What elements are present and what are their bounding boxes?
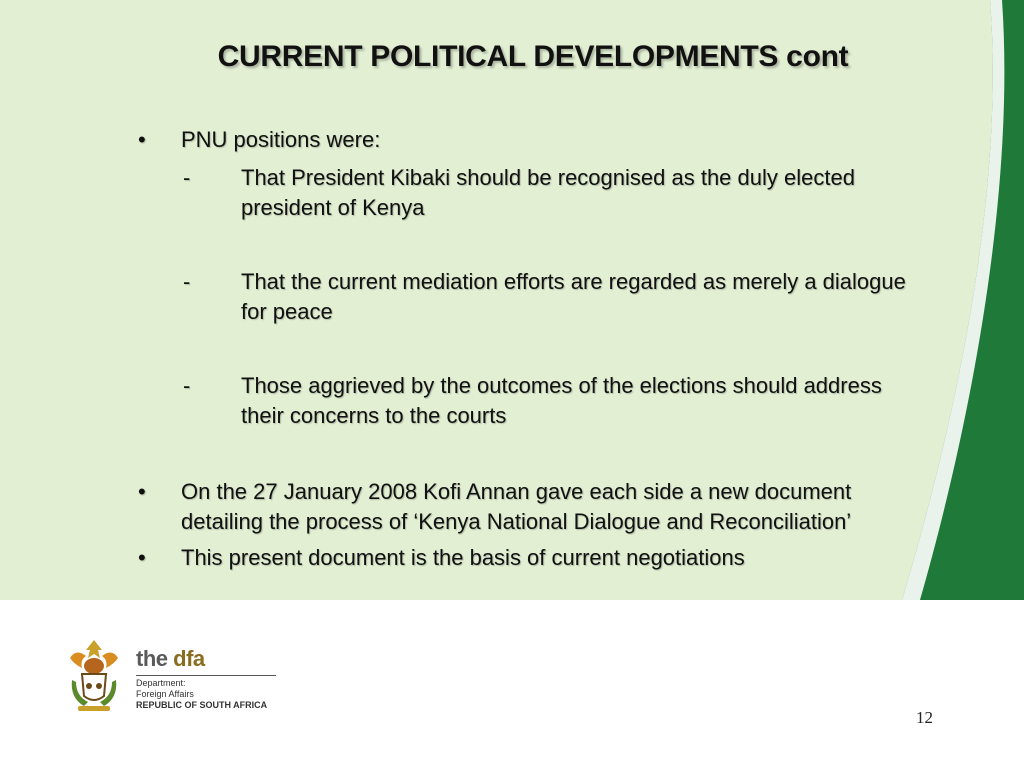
bullet-item	[138, 543, 928, 573]
department-name: Foreign Affairs	[136, 689, 194, 699]
sub-item	[138, 163, 928, 223]
country-name: REPUBLIC OF SOUTH AFRICA	[136, 700, 268, 710]
sub-item	[138, 371, 928, 431]
bullet-marker: •	[138, 479, 146, 504]
bullet-text: PNU positions were:	[181, 127, 381, 152]
bullet-text: On the 27 January 2008 Kofi Annan gave each side a new document detailing the process of ‘Kenya National Dialogue and Reconciliation’	[181, 479, 852, 534]
sub-item	[138, 267, 928, 327]
dfa-logo-text: the dfa	[136, 646, 205, 671]
bullet-marker: •	[138, 545, 146, 570]
sub-item-text: That the current mediation efforts are regarded as merely a dialogue for peace	[241, 269, 906, 324]
sub-item-text: That President Kibaki should be recognised as the duly elected president of Kenya	[241, 165, 855, 220]
page-number: 12	[916, 708, 933, 727]
logo-divider	[136, 675, 276, 676]
slide-body	[138, 125, 928, 573]
dash-marker: -	[183, 269, 191, 294]
dash-marker: -	[183, 165, 191, 190]
bullet-text: This present document is the basis of current negotiations	[181, 545, 745, 570]
slide-title: CURRENT POLITICAL DEVELOPMENTS cont	[217, 40, 849, 73]
coat-of-arms-icon	[62, 636, 126, 716]
department-label: Department:	[136, 678, 186, 688]
bullet-item	[138, 125, 928, 155]
bullet-marker: •	[138, 127, 146, 152]
bullet-item	[138, 477, 928, 537]
sub-item-text: Those aggrieved by the outcomes of the elections should address their concerns to the courts	[241, 373, 882, 428]
dash-marker: -	[183, 373, 191, 398]
